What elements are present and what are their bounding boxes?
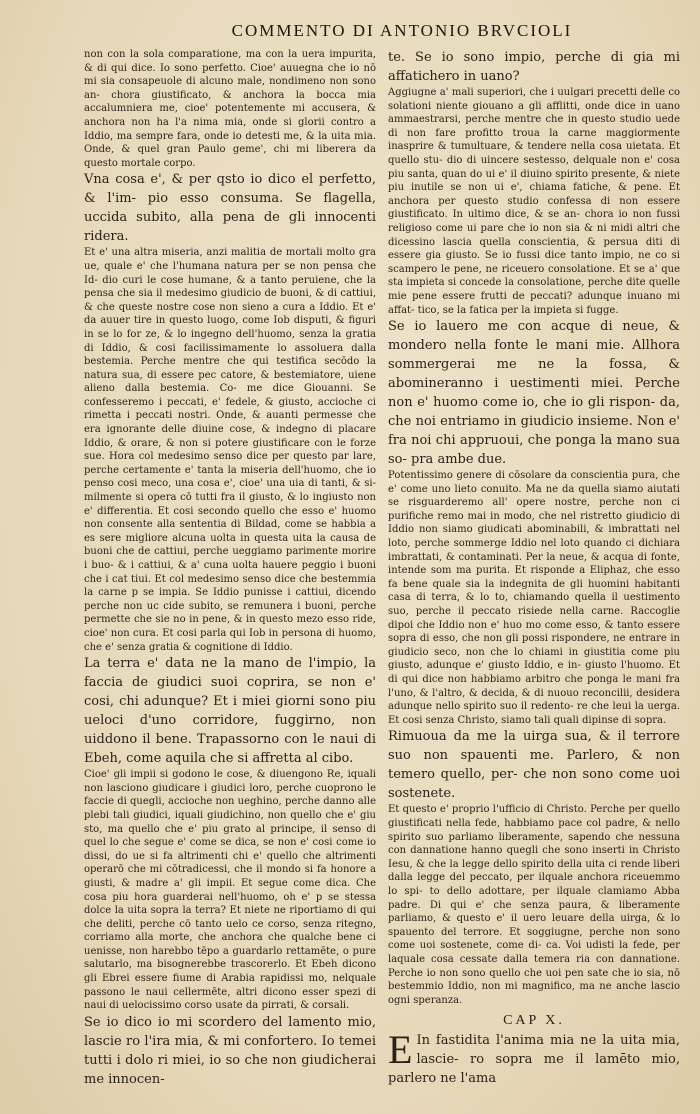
scripture-verse: Rimuoua da me la uirga sua, & il terrore suo non spauenti me. Parlero, & non temero quello, per- che non sono come uoi sostenete. [388, 729, 680, 802]
commentary-paragraph: non con la sola comparatione, ma con la uera impurita, & di qui dice. Io sono perfetto. Cioe' auuegna che io nō mi sia consapeuole di alcuno male, nondimeno non sono an- chora giustificato, & anchora la bocca mia accalumniera me, cioe' potentemente mi accusera, & anchora non ha l'a nima mia, onde si glorii contro a Iddio, ma sempre fara, onde io detesti me, & la uita mia. Onde, & quel gran Paulo geme', chi mi liberera da questo mortale corpo. [84, 49, 376, 169]
commentary-paragraph: Potentissimo genere di cōsolare da conscientia pura, che e' come uno lieto conuito. Ma ne da quella siamo aiutati se risguarderemo all' opere nostre, perche non ci purifiche remo mai in modo, che nel ristretto giudicio di Iddio non siamo giudicati abominabili, & imbrattati nel loto, perche sommerge Iddio nel loto quando ci dichiara imbrattati, & contaminati. Per la neue, & acqua di fonte, intende som ma purita. Et risponde a Eliphaz, che esso fa bene quale sia la indegnita de gli huomini habitanti casa di terra, & lo to, chiamando quella il uestimento suo, perche il peccato risiede nella carne. Raccoglie dipoi che Iddio non e' huo mo come esso, & tanto essere sopra di esso, che non gli possi rispondere, ne entrare in giudicio seco, non che lo chiami in giustitia come piu giusto, adunque e' giusto Iddio, e in- giusto l'huomo. Et di qui dice non habbiamo arbitro che ponga le mani fra l'uno, & l'altro, & decida, & di nuouo reconcilii, desidera adunque nello spirito suo il redento- re che leui la uerga. Et cosi senza Christo, siamo tali quali dipinse di sopra. [388, 470, 680, 726]
commentary-paragraph: Et questo e' proprio l'ufficio di Christo. Perche per quello giustificati nella fede, habbiamo pace col padre, & nello spirito suo parliamo liberamente, sapendo che nessuna con dannatione hanno quegli che sono inserti in Christo Iesu, & che la legge dello spirito della uita ci rende liberi dalla legge del peccato, per ilquale anchora riceuemmo lo spi- to dello adottare, per ilquale clamiamo Abba padre. Di qui e' che senza paura, & liberamente parliamo, & questo e' il uero leuare della uirga, & lo spauento del terrore. Et soggiugne, perche non sono come uoi sostenete, come di- ca. Voi udisti la fede, per laquale cosa cessate dalla temera ria con dannatione. Perche io non sono quello che uoi pen sate che io sia, nō bestemmio Iddio, non mi magnifico, ma ne anche lascio ogni speranza. [388, 804, 680, 1006]
text-columns [84, 48, 680, 1089]
scripture-verse: Se io lauero me con acque di neue, & mondero nella fonte le mani mie. Allhora sommergerai me ne la fossa, & abomineranno i uestimenti miei. Perche non e' huomo come io, che io gli rispon- da, che noi entriamo in giudicio insieme. Non e' fra noi chi appruoui, che ponga la mano sua so- pra ambe due. [388, 319, 680, 468]
drop-cap: E [388, 1027, 413, 1073]
commentary-paragraph: Aggiugne a' mali superiori, che i uulgari precetti delle co solationi niente giouano a gli afflitti, onde dice in uano ammaestrarsi, perche mentre che in questo studio uede di non fare profitto troua la carne maggiormente inasprire & tumultuare, & tendere nella cosa uietata. Et quello stu- dio di uincere sestesso, delquale non e' cosa piu santa, quan do ui e' il diuino spirito presente, & niete piu inutile se non ui e', chiama fatiche, & pene. Et anchora per questo studio confessa di non essere giustificato. In ultimo dice, & se an- chora io non fussi religioso come ui pare che io non sia & ni midi altri che dicessino lascia quella conscientia, & persua diti di essere gia giusto. Se io fussi dice tanto impio, ne co si scampero le pene, ne riceuero consolatione. Et se a' que sta impieta si concede la consolatione, perche dite quelle mie pene essere frutti de peccati? adunque inuano mi affat- tico, se la fatica per la impieta si fugge. [388, 87, 680, 316]
chapter-opening [388, 1027, 680, 1088]
scripture-verse: La terra e' data ne la mano de l'impio, la faccia de giudici suoi coprira, se non e' cosi, chi adunque? Et i miei giorni sono piu ueloci d'uno corridore, fuggirno, non uiddono il bene. Trapassorno con le naui di Ebeh, come aquila che si affretta al cibo. [84, 656, 376, 767]
chapter-heading: CAP X. [503, 1013, 565, 1029]
chapter-opening-text: In fastidita l'anima mia ne la uita mia, lascie- ro sopra me il lamēto mio, parlero ne l'ama [388, 1033, 680, 1087]
running-header: COMMENTO DI ANTONIO BRVCIOLI [231, 21, 573, 40]
left-column [84, 48, 376, 1089]
scripture-verse: Se io dico io mi scordero del lamento mio, lascie ro l'ira mia, & mi confortero. Io temei tutti i dolo ri miei, io so che non giudicherai me innocen- [84, 1014, 376, 1087]
right-column [388, 48, 680, 1089]
scripture-verse: Vna cosa e', & per qsto io dico el perfetto, & l'im- pio esso consuma. Se flagella, uccida subito, alla pena de gli innocenti ridera. [84, 172, 376, 245]
commentary-paragraph: Cioe' gli impii si godono le cose, & diuengono Re, iquali non lasciono giudicare i giudici loro, perche cuoprono le faccie di quegli, accioche non ueghino, perche danno alle plebi tali giudici, iquali giudichino, non quello che e' giu sto, ma quello che e' piu grato al principe, il senso di quel lo che segue e' come se dica, se non e' cosi come io dissi, do ue si fa altrimenti chi e' quello che altrimenti operarō che mi cōtradicessi, che il mondo si fa honore a giusti, & madre a' gli impii. Et segue come dica. Che cosa piu hora guarderai nell'huomo, oh e' p se stessa dolce la uita sopra la terra? Et niete ne riportiamo di qui che deliti, perche cō tanto uelo ce corso, senza ritegno, corriamo alla morte, che anchora che qualche bene ci uenisse, non harebbo tēpo a guardarlo rettamēte, o pure salutarlo, ma bisognerebbe trascorerlo. Et Ebeh dicono gli Ebrei essere fiume di Arabia rapidissi mo, nelquale passono le naui cellermēte, altri dicono esser spezi di naui di uelocissimo corso usate da pirrati, & corsali. [84, 769, 376, 1012]
commentary-paragraph: Et e' una altra miseria, anzi malitia de mortali molto gra ue, quale e' che l'humana natura per se non pensa che Id- dio curi le cose humane, & a tanto peruiene, che la pensa che sia il medesimo giudicio de buoni, & di cattiui, & che queste nostre cose non sieno a cura a Iddio. Et e' da auuer tire in questo luogo, come Iob disputi, & figuri in se lo for ze, & lo ingegno dell'huomo, senza la gratia di Iddio, & cosi facilissimamente lo assoluera dalla bestemia. Perche mentre che qui testifica secōdo la natura sua, di essere pec catore, & bestemiatore, uiene alieno dalla bestemia. Co- me dice Giouanni. Se confesseremo i peccati, e' fedele, & giusto, accioche ci rimetta i peccati nostri. Onde, & auanti permesse che era ignorante delle diuine cose, & indegno di placare Iddio, & orare, & non si potere giustificare con le forze sue. Hora col medesimo senso dice per questo par lare, perche certamente e' tanta la miseria dell'huomo, che io penso cosi meco, una cosa e', cioe' una uia di tanti, & si- milmente si opera cō tutti fra il giusto, & lo ingiusto non e' differentia. Et cosi secondo quello che esso e' huomo non consente alla sententia di Bildad, come se habbia a es sere migliore alcuna uolta in questa uita la causa de buoni che de cattiui, perche ueggiamo parimente morire i buo- & i cattiui, & a' cuna uolta hauere peggio i buoni che i cat tiui. Et col medesimo senso dice che bestemmia la carne p se impia. Se Iddio punisse i cattiui, dicendo perche non uc cide subito, se remunera i buoni, perche permette che sie no in pene, & in questo mezo esso ride, cioe' non cura. Et cosi parla qui Iob in persona di huomo, che e' senza gratia & cognitione di Iddio. [84, 247, 376, 653]
scripture-verse: te. Se io sono impio, perche di gia mi affatichero in uano? [388, 50, 680, 84]
